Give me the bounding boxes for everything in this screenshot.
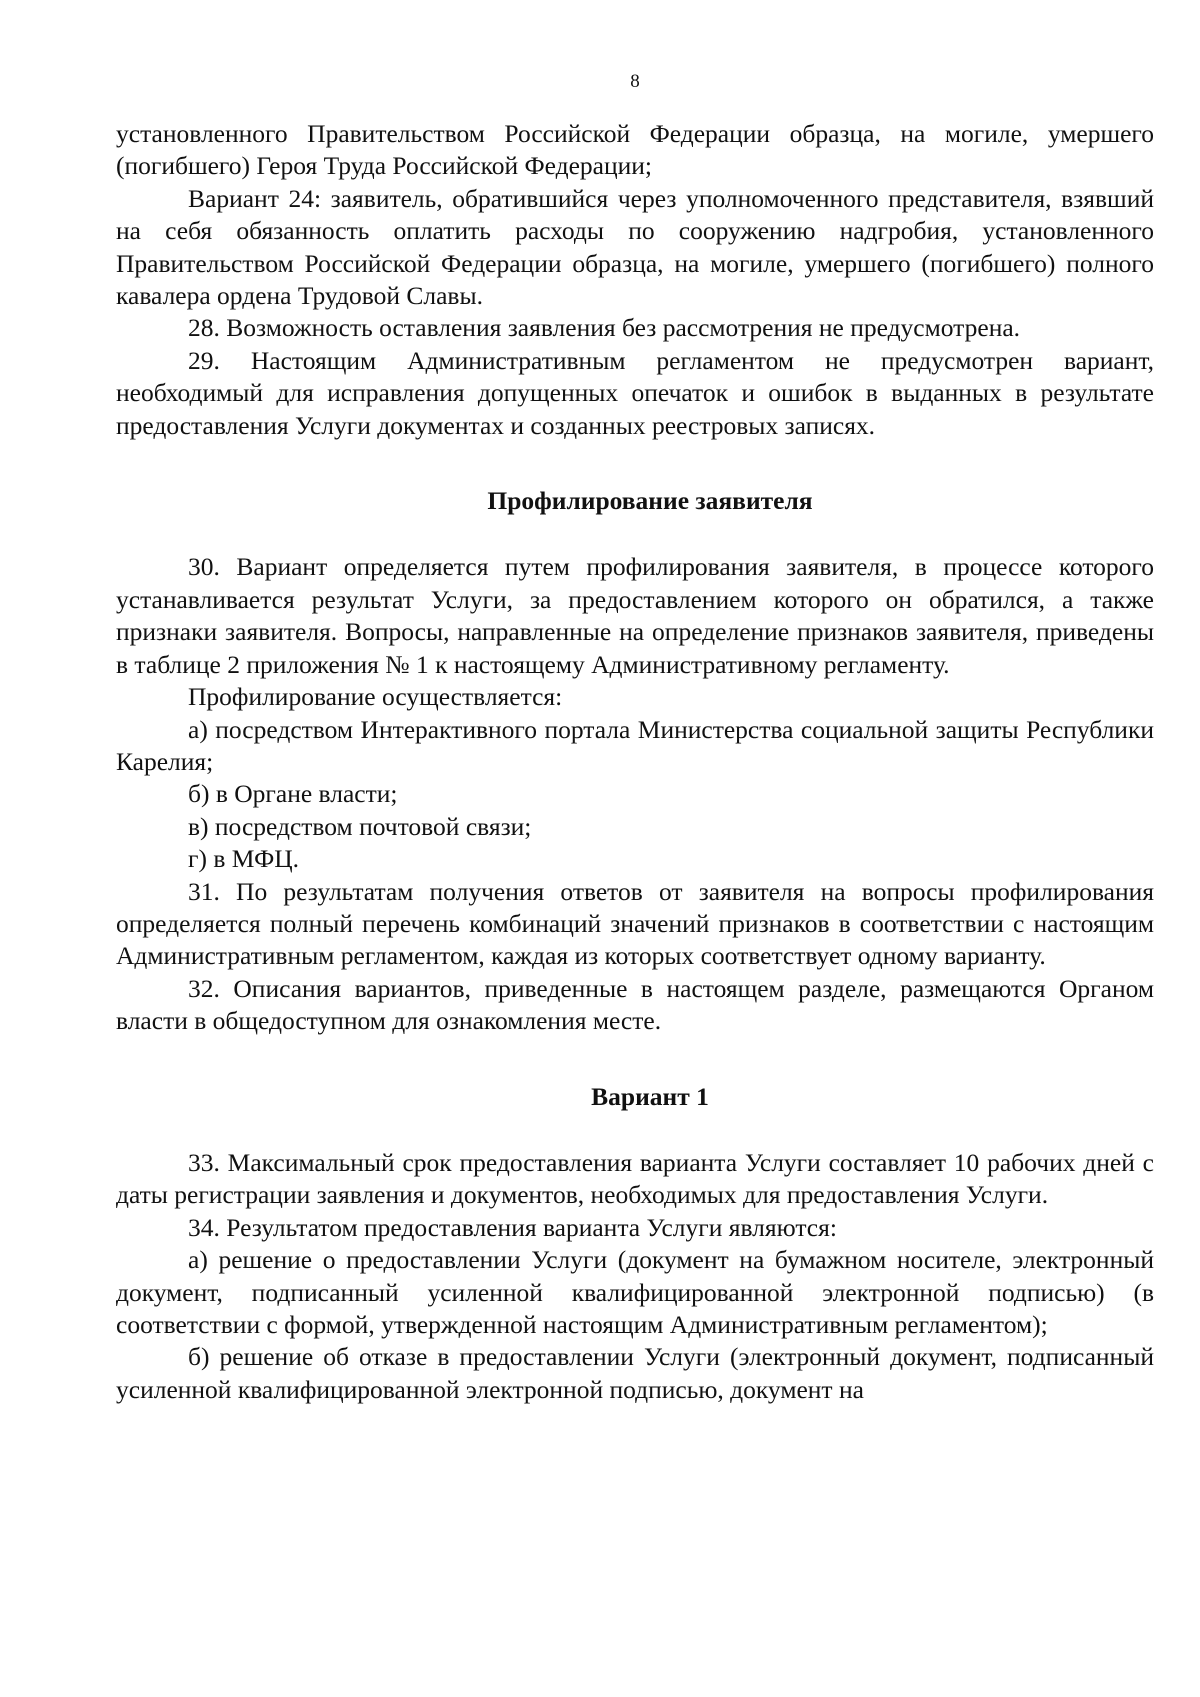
list-item-b: б) в Органе власти; (188, 779, 398, 809)
paragraph-31: 31. По результатам получения ответов от заявителя на вопросы профилирования определяется полный перечень комбинаций значений признаков в соответствии с настоящим Административным регламентом, каждая из которых соответствует одному варианту. (116, 876, 1154, 971)
paragraph-29: 29. Настоящим Административным регламентом не предусмотрен вариант, необходимый для исправления допущенных опечаток и ошибок в выданных в результате предоставления Услуги документах и созданных реестровых записях. (116, 345, 1154, 440)
paragraph-32: 32. Описания вариантов, приведенные в настоящем разделе, размещаются Органом власти в общедоступном для ознакомления месте. (116, 973, 1154, 1036)
paragraph-30: 30. Вариант определяется путем профилирования заявителя, в процессе которого устанавливается результат Услуги, за предоставлением которого он обратился, а также признаки заявителя. Вопросы, направленные на определение признаков заявителя, приведены в таблице 2 приложения № 1 к настоящему Административному регламенту. (116, 552, 1154, 679)
list-item-a: а) посредством Интерактивного портала Министерства социальной защиты Республики Карелия; (116, 714, 1154, 776)
paragraph-continuation: установленного Правительством Российской Федерации образца, на могиле, умершего (погибшего) Героя Труда Российской Федерации; (116, 119, 1154, 181)
paragraph-28: 28. Возможность оставления заявления без рассмотрения не предусмотрена. (188, 313, 1021, 343)
paragraph-33: 33. Максимальный срок предоставления варианта Услуги составляет 10 рабочих дней с даты регистрации заявления и документов, необходимых для предоставления Услуги. (116, 1147, 1154, 1210)
paragraph-profiling-intro: Профилирование осуществляется: (188, 682, 563, 712)
paragraph-34: 34. Результатом предоставления варианта Услуги являются: (188, 1212, 837, 1242)
section-heading-profiling: Профилирование заявителя (487, 486, 813, 516)
list-item-g: г) в МФЦ. (188, 844, 300, 874)
page-number: 8 (630, 71, 640, 92)
document-body (116, 118, 1154, 1406)
list-item-v: в) посредством почтовой связи; (188, 811, 532, 841)
list-item-result-a: а) решение о предоставлении Услуги (документ на бумажном носителе, электронный документ, подписанный усиленной квалифицированной электронной подписью) (в соответствии с формой, утвержденной настоящим Административным регламентом); (116, 1245, 1154, 1339)
section-heading-variant-1: Вариант 1 (591, 1081, 709, 1111)
list-item-result-b: б) решение об отказе в предоставлении Услуги (электронный документ, подписанный усиленной квалифицированной электронной подписью, документ на (116, 1342, 1154, 1404)
paragraph-variant-24: Вариант 24: заявитель, обратившийся через уполномоченного представителя, взявший на себя обязанность оплатить расходы по сооружению надгробия, установленного Правительством Российской Федерации образца, на могиле, умершего (погибшего) полного кавалера ордена Трудовой Славы. (116, 183, 1154, 311)
